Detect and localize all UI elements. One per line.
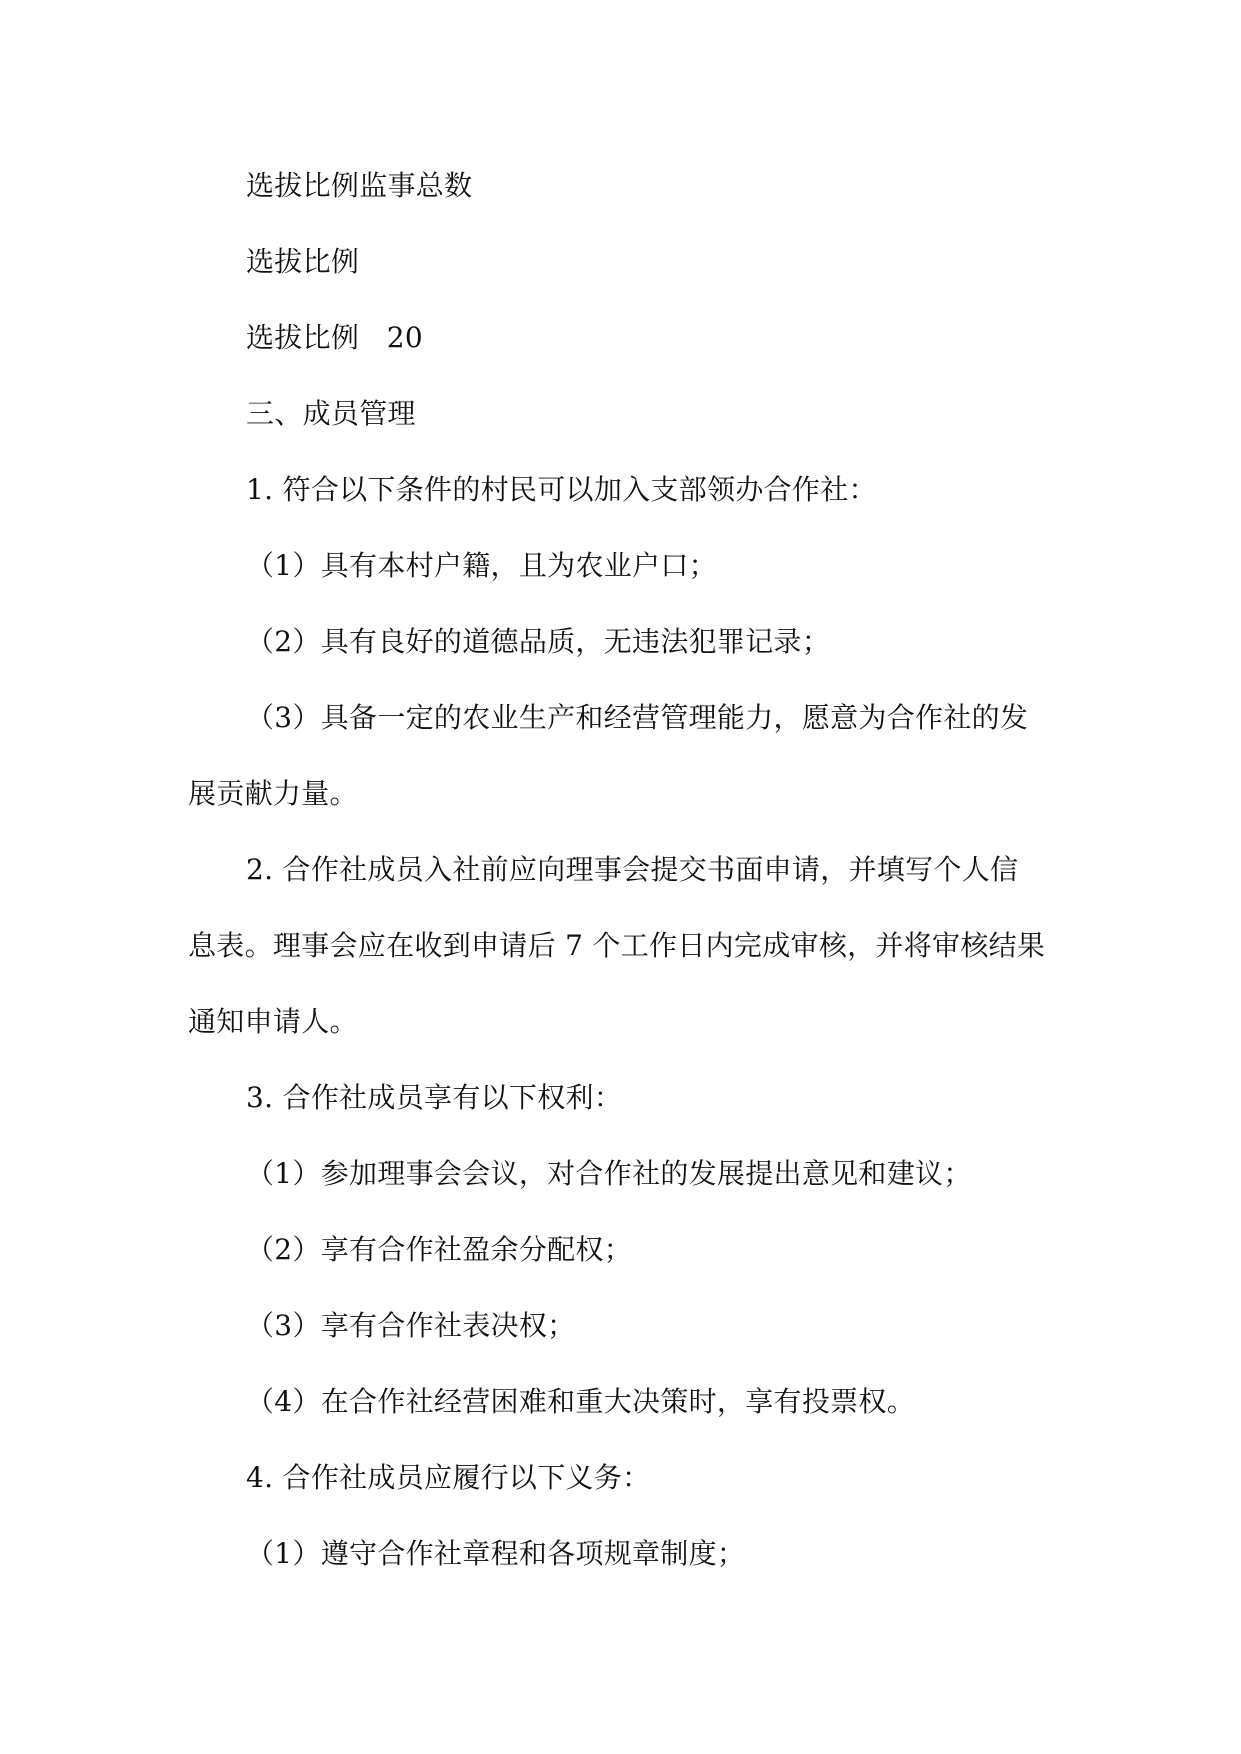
sub-item: （1）参加理事会会议，对合作社的发展提出意见和建议；	[246, 1157, 972, 1190]
numbered-item: 1. 符合以下条件的村民可以加入支部领办合作社：	[246, 473, 877, 506]
sub-item: （3）享有合作社表决权；	[246, 1309, 576, 1342]
document-body	[188, 148, 1058, 1592]
sub-item: （4）在合作社经营困难和重大决策时，享有投票权。	[246, 1385, 916, 1418]
continuation-line: 通知申请人。	[188, 1005, 358, 1038]
sub-item: （1）遵守合作社章程和各项规章制度；	[246, 1537, 746, 1570]
numbered-item: 2. 合作社成员入社前应向理事会提交书面申请，并填写个人信	[246, 853, 1019, 886]
sub-item: （1）具有本村户籍，且为农业户口；	[246, 549, 717, 582]
text-line: 选拔比例监事总数	[246, 169, 473, 202]
section-heading: 三、成员管理	[246, 397, 416, 430]
text-line: 选拔比例 20	[246, 321, 424, 354]
sub-item: （3）具备一定的农业生产和经营管理能力，愿意为合作社的发	[246, 701, 1029, 734]
text-line: 选拔比例	[246, 245, 360, 278]
numbered-item: 3. 合作社成员享有以下权利：	[246, 1081, 623, 1114]
continuation-line: 息表。理事会应在收到申请后 7 个工作日内完成审核，并将审核结果	[188, 929, 1046, 962]
sub-item: （2）享有合作社盈余分配权；	[246, 1233, 633, 1266]
sub-item: （2）具有良好的道德品质，无违法犯罪记录；	[246, 625, 831, 658]
numbered-item: 4. 合作社成员应履行以下义务：	[246, 1461, 651, 1494]
continuation-line: 展贡献力量。	[188, 777, 358, 810]
